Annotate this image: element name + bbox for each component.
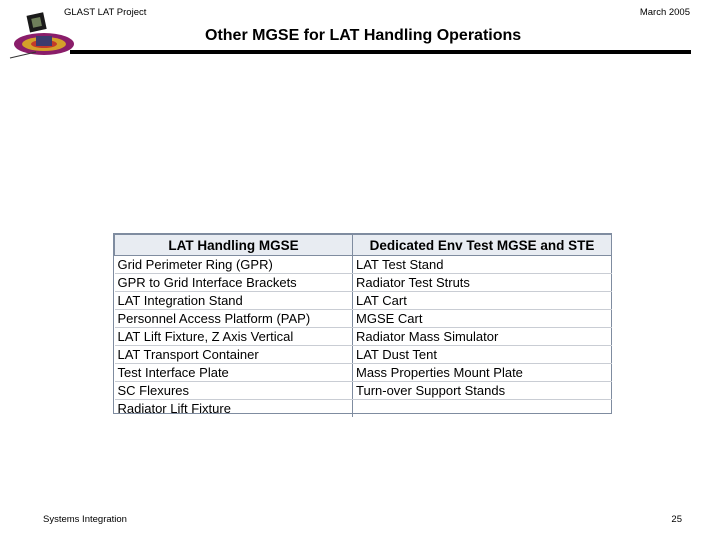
table-cell: LAT Dust Tent bbox=[353, 346, 612, 364]
table-row bbox=[115, 364, 612, 382]
table-row bbox=[115, 310, 612, 328]
table-cell: Grid Perimeter Ring (GPR) bbox=[115, 256, 353, 274]
table-row bbox=[115, 328, 612, 346]
table-row bbox=[115, 274, 612, 292]
table-cell bbox=[353, 400, 612, 418]
table-cell: SC Flexures bbox=[115, 382, 353, 400]
table-cell: LAT Transport Container bbox=[115, 346, 353, 364]
table-row bbox=[115, 256, 612, 274]
table-cell: LAT Integration Stand bbox=[115, 292, 353, 310]
table-cell: LAT Lift Fixture, Z Axis Vertical bbox=[115, 328, 353, 346]
table-cell: LAT Test Stand bbox=[353, 256, 612, 274]
table-cell: LAT Cart bbox=[353, 292, 612, 310]
column-header-dedicated-env: Dedicated Env Test MGSE and STE bbox=[353, 235, 612, 256]
table-cell: GPR to Grid Interface Brackets bbox=[115, 274, 353, 292]
mgse-table bbox=[113, 233, 612, 414]
project-name: GLAST LAT Project bbox=[64, 7, 147, 18]
table-cell: Radiator Mass Simulator bbox=[353, 328, 612, 346]
table-row bbox=[115, 346, 612, 364]
table-cell: MGSE Cart bbox=[353, 310, 612, 328]
table-row bbox=[115, 400, 612, 418]
table-row bbox=[115, 292, 612, 310]
table-row bbox=[115, 382, 612, 400]
table-cell: Radiator Lift Fixture bbox=[115, 400, 353, 418]
table-cell: Mass Properties Mount Plate bbox=[353, 364, 612, 382]
table-cell: Radiator Test Struts bbox=[353, 274, 612, 292]
slide-title: Other MGSE for LAT Handling Operations bbox=[205, 27, 522, 44]
footer-section: Systems Integration bbox=[43, 514, 127, 525]
table-cell: Test Interface Plate bbox=[115, 364, 353, 382]
table-cell: Personnel Access Platform (PAP) bbox=[115, 310, 353, 328]
title-underline bbox=[70, 50, 691, 54]
table-cell: Turn-over Support Stands bbox=[353, 382, 612, 400]
date: March 2005 bbox=[639, 7, 690, 18]
page-number: 25 bbox=[671, 514, 682, 525]
column-header-lat-handling: LAT Handling MGSE bbox=[115, 235, 353, 256]
